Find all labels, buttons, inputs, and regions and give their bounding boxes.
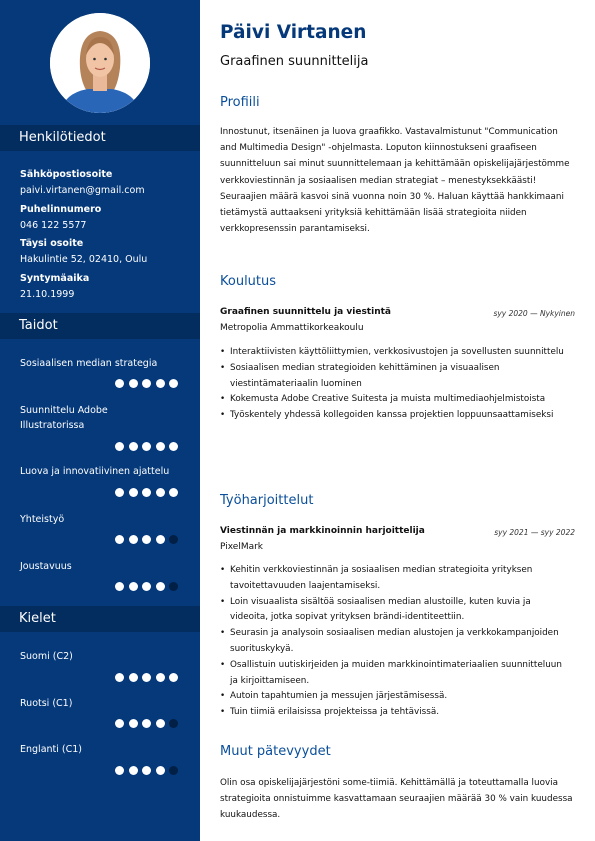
list-item: • Osallistuin uutiskirjeiden ja muiden markkinointimateriaalien suunnitteluun ja kirjoittamiseen. xyxy=(220,658,570,690)
list-item: • Loin visuaalista sisältöä sosiaalisen median alustoille, kuten kuvia ja videoita, jotka sopivat yrityksen brändi-identiteettiin. xyxy=(220,595,570,627)
language-name: Englanti (C1) xyxy=(20,744,83,755)
rating-dot-filled xyxy=(156,535,165,544)
other-qualifications-text: Olin osa opiskelijajärjestöni some-tiimiä. Kehittämällä ja toteuttamalla luovia strategioita onnistuimme kasvattamaan seuraajien määrää 30 % vain kuudessa kuukaudessa. xyxy=(220,778,573,821)
birthdate-label: Syntymäaika xyxy=(20,273,90,284)
rating-dot-filled xyxy=(115,766,124,775)
list-item: • Sosiaalisen median strategioiden kehittäminen ja visuaalisen viestintämateriaalin luominen xyxy=(220,361,570,393)
rating-dot-filled xyxy=(129,719,138,728)
rating-dot-filled xyxy=(129,582,138,591)
rating-dot-filled xyxy=(156,582,165,591)
email-value: paivi.virtanen@gmail.com xyxy=(20,185,145,196)
internship-heading: Työharjoittelut xyxy=(220,493,314,508)
internship-bullets xyxy=(220,563,570,721)
list-item: • Seurasin ja analysoin sosiaalisen median alustojen ja verkkokampanjoiden suorituskykyä. xyxy=(220,626,570,658)
personal-info-heading: Henkilötiedot xyxy=(0,125,200,151)
rating-dot-filled xyxy=(115,442,124,451)
rating-dot-filled xyxy=(115,719,124,728)
skill-rating xyxy=(115,535,183,545)
rating-dot-filled xyxy=(156,488,165,497)
address-value: Hakulintie 52, 02410, Oulu xyxy=(20,254,148,265)
skills-heading: Taidot xyxy=(0,313,200,339)
phone-value: 046 122 5577 xyxy=(20,220,87,231)
address-label: Täysi osoite xyxy=(20,238,84,249)
rating-dot-filled xyxy=(129,766,138,775)
rating-dot-filled xyxy=(156,766,165,775)
rating-dot-filled xyxy=(156,442,165,451)
rating-dot-empty xyxy=(169,719,178,728)
candidate-name: Päivi Virtanen xyxy=(220,22,367,43)
rating-dot-empty xyxy=(169,766,178,775)
list-item: • Autoin tapahtumien ja messujen järjestämisessä. xyxy=(220,689,570,705)
birthdate-value: 21.10.1999 xyxy=(20,289,75,300)
rating-dot-filled xyxy=(142,582,151,591)
list-item: • Työskentely yhdessä kollegoiden kanssa projektien loppuunsaattamiseksi xyxy=(220,408,570,424)
education-heading: Koulutus xyxy=(220,274,277,289)
job-title: Graafinen suunnittelija xyxy=(220,54,369,69)
skill-name: Sosiaalisen median strategia xyxy=(20,358,158,369)
rating-dot-filled xyxy=(115,582,124,591)
rating-dot-filled xyxy=(115,488,124,497)
skill-name: Luova ja innovatiivinen ajattelu xyxy=(20,466,170,477)
other-qualifications-heading: Muut pätevyydet xyxy=(220,744,331,759)
language-name: Ruotsi (C1) xyxy=(20,698,73,709)
rating-dot-empty xyxy=(169,582,178,591)
rating-dot-filled xyxy=(156,379,165,388)
email-label: Sähköpostiosoite xyxy=(20,169,113,180)
education-bullets xyxy=(220,345,570,424)
skill-rating xyxy=(115,488,183,498)
languages-heading: Kielet xyxy=(0,606,200,632)
rating-dot-filled xyxy=(115,673,124,682)
skill-rating xyxy=(115,582,183,592)
profile-photo xyxy=(50,13,150,113)
internship-entry-title: Viestinnän ja markkinoinnin harjoittelija xyxy=(220,526,425,536)
sidebar xyxy=(0,0,200,841)
rating-dot-filled xyxy=(169,673,178,682)
portrait-illustration xyxy=(50,13,150,113)
skill-name: Joustavuus xyxy=(20,561,72,572)
rating-dot-filled xyxy=(142,766,151,775)
rating-dot-filled xyxy=(169,442,178,451)
rating-dot-filled xyxy=(142,719,151,728)
education-entry-title: Graafinen suunnittelu ja viestintä xyxy=(220,307,391,317)
internship-entry-date: syy 2021 — syy 2022 xyxy=(494,528,575,537)
rating-dot-filled xyxy=(115,379,124,388)
rating-dot-filled xyxy=(169,488,178,497)
skill-rating xyxy=(115,442,183,452)
skill-name: Yhteistyö xyxy=(20,514,65,525)
rating-dot-filled xyxy=(115,535,124,544)
language-name: Suomi (C2) xyxy=(20,651,73,662)
skill-name: Suunnittelu Adobe Illustratorissa xyxy=(20,405,108,431)
rating-dot-filled xyxy=(142,673,151,682)
education-entry-date: syy 2020 — Nykyinen xyxy=(493,309,575,318)
rating-dot-empty xyxy=(169,535,178,544)
internship-entry-org: PixelMark xyxy=(220,542,264,552)
phone-label: Puhelinnumero xyxy=(20,204,102,215)
list-item: • Kehitin verkkoviestinnän ja sosiaalisen median strategioita yrityksen tavoitettavuuden laajentamiseksi. xyxy=(220,563,570,595)
rating-dot-filled xyxy=(129,535,138,544)
language-rating xyxy=(115,719,183,729)
skill-rating xyxy=(115,379,183,389)
rating-dot-filled xyxy=(129,673,138,682)
language-rating xyxy=(115,673,183,683)
rating-dot-filled xyxy=(142,535,151,544)
rating-dot-filled xyxy=(142,488,151,497)
list-item: • Interaktiivisten käyttöliittymien, verkkosivustojen ja sovellusten suunnittelu xyxy=(220,345,570,361)
rating-dot-filled xyxy=(169,379,178,388)
rating-dot-filled xyxy=(156,719,165,728)
rating-dot-filled xyxy=(129,442,138,451)
language-rating xyxy=(115,766,183,776)
profile-text: Innostunut, itsenäinen ja luova graafikko. Vastavalmistunut "Communication and Multimedia Design" -ohjelmasta. Loputon kiinnostukseni graafiseen suunnitteluun sai minut suunnittelemaan ja kehittämään opiskelijajärjestömme verkkoviestinnän ja sosiaalisen median strategiat – menestyksekkäästi! Seuraajien määrä kasvoi sinä vuonna noin 30 %. Haluan käyttää hankkimaani tietämystä auttaakseni yrityksiä kehittämään lisää strategioita niiden verkkopresenssin parantamiseksi. xyxy=(220,127,570,235)
rating-dot-filled xyxy=(129,379,138,388)
rating-dot-filled xyxy=(142,442,151,451)
education-entry-org: Metropolia Ammattikorkeakoulu xyxy=(220,323,364,333)
list-item: • Tuin tiimiä erilaisissa projekteissa ja tehtävissä. xyxy=(220,705,570,721)
rating-dot-filled xyxy=(129,488,138,497)
rating-dot-filled xyxy=(142,379,151,388)
rating-dot-filled xyxy=(156,673,165,682)
list-item: • Kokemusta Adobe Creative Suitesta ja muista multimediaohjelmistoista xyxy=(220,392,570,408)
profile-heading: Profiili xyxy=(220,95,260,110)
